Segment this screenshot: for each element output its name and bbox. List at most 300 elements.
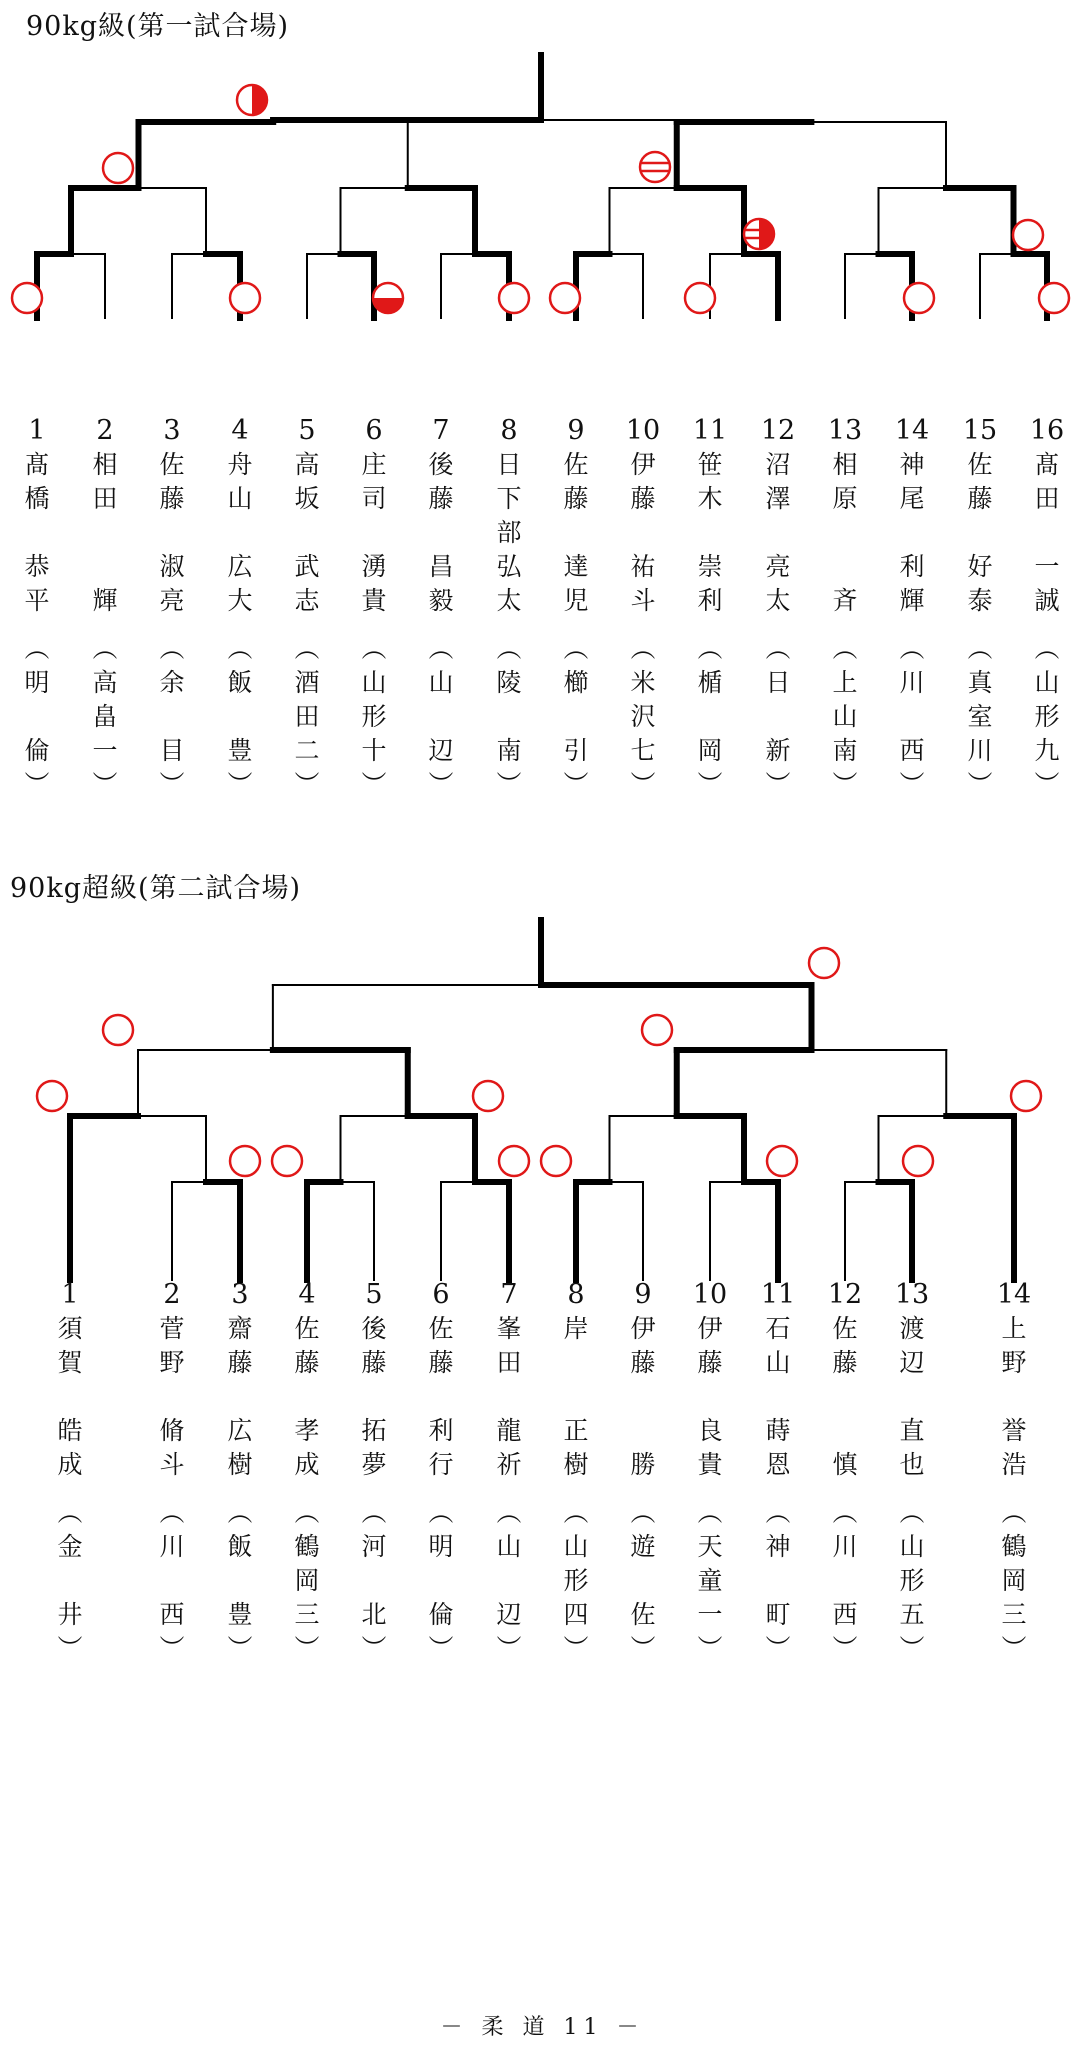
school-char: ︵: [697, 1498, 723, 1527]
school-char: 天: [697, 1532, 723, 1561]
seed-number: 10: [692, 1279, 728, 1310]
surname-char: 藤: [832, 1348, 858, 1377]
given-char: 湧: [361, 552, 387, 581]
school-char: 辺: [428, 736, 454, 765]
surname-char: [352, 1380, 396, 1414]
seed-number: 2: [163, 1279, 181, 1310]
surname-char: 佐: [159, 450, 185, 479]
seed-number: 7: [500, 1279, 518, 1310]
school-char: 金: [57, 1532, 83, 1561]
given-char: 武: [294, 552, 320, 581]
school-char: 米: [630, 668, 656, 697]
school-char: ︶: [361, 1634, 387, 1663]
given-char: 広: [227, 1416, 253, 1445]
school-char: 岡: [1001, 1566, 1027, 1595]
school-char: 畠: [92, 702, 118, 731]
school-char: 三: [294, 1600, 320, 1629]
surname-char: 伊: [630, 1314, 656, 1343]
school-char: ︶: [294, 1634, 320, 1663]
surname-char: [285, 1380, 329, 1414]
player-entry: [150, 1278, 194, 1666]
given-char: 利: [428, 1416, 454, 1445]
win-mark-plain: [230, 1146, 260, 1176]
given-char: 孝: [294, 1416, 320, 1445]
school-char: [756, 1564, 800, 1598]
given-char: 輝: [899, 586, 925, 615]
school-char: 山: [361, 668, 387, 697]
school-char: 目: [159, 736, 185, 765]
given-char: 淑: [159, 552, 185, 581]
school-char: 飯: [227, 1532, 253, 1561]
surname-char: 藤: [967, 484, 993, 513]
school-char: 四: [563, 1600, 589, 1629]
surname-char: 澤: [765, 484, 791, 513]
surname-char: [48, 1380, 92, 1414]
school-char: 真: [967, 668, 993, 697]
school-char: ︶: [428, 1634, 454, 1663]
school-char: ︶: [899, 770, 925, 799]
school-char: 鶴: [294, 1532, 320, 1561]
school-char: ︵: [496, 634, 522, 663]
school-char: [621, 1564, 665, 1598]
school-char: ︶: [832, 770, 858, 799]
school-char: 一: [92, 736, 118, 765]
surname-char: 原: [832, 484, 858, 513]
school-char: [150, 1564, 194, 1598]
school-char: 余: [159, 668, 185, 697]
surname-char: 佐: [832, 1314, 858, 1343]
given-char: 泰: [967, 586, 993, 615]
school-char: 南: [832, 736, 858, 765]
given-char: 毅: [428, 586, 454, 615]
school-char: 山: [496, 1532, 522, 1561]
school-char: 倫: [24, 736, 50, 765]
school-char: ︶: [227, 770, 253, 799]
surname-char: 藤: [697, 1348, 723, 1377]
school-char: ︵: [1034, 634, 1060, 663]
school-char: 明: [428, 1532, 454, 1561]
surname-char: 佐: [428, 1314, 454, 1343]
surname-char: 伊: [697, 1314, 723, 1343]
surname-char: 藤: [563, 484, 589, 513]
school-char: 倫: [428, 1600, 454, 1629]
surname-char: 賀: [57, 1348, 83, 1377]
school-char: ︵: [630, 634, 656, 663]
school-char: ︵: [967, 634, 993, 663]
school-char: ︵: [428, 634, 454, 663]
school-char: 引: [563, 736, 589, 765]
school-char: 北: [361, 1600, 387, 1629]
school-char: 田: [294, 702, 320, 731]
school-char: ︵: [832, 634, 858, 663]
school-char: ︵: [294, 1498, 320, 1527]
school-char: ︵: [563, 634, 589, 663]
surname-char: [150, 1380, 194, 1414]
given-char: 斉: [832, 586, 858, 615]
given-char: 也: [899, 1450, 925, 1479]
player-entry: [487, 1278, 531, 1666]
surname-char: 神: [899, 450, 925, 479]
surname-char: [487, 1380, 531, 1414]
surname-char: 田: [92, 484, 118, 513]
surname-char: 藤: [227, 1348, 253, 1377]
given-char: 太: [765, 586, 791, 615]
school-char: ︶: [159, 770, 185, 799]
school-char: 岡: [294, 1566, 320, 1595]
school-char: 飯: [227, 668, 253, 697]
school-char: ︵: [294, 634, 320, 663]
surname-char: [823, 1380, 867, 1414]
player-entry: [554, 1278, 598, 1666]
school-char: ︶: [697, 1634, 723, 1663]
school-char: 山: [832, 702, 858, 731]
win-mark-plain: [499, 1146, 529, 1176]
school-char: 沢: [630, 702, 656, 731]
surname-char: 沼: [765, 450, 791, 479]
seed-number: 8: [567, 1279, 585, 1310]
school-char: 西: [159, 1600, 185, 1629]
given-char: 亮: [159, 586, 185, 615]
given-char: 龍: [496, 1416, 522, 1445]
win-mark-plain: [809, 948, 839, 978]
seed-number: 6: [432, 1279, 450, 1310]
surname-char: 野: [159, 1348, 185, 1377]
seed-number: 6: [365, 415, 383, 446]
surname-char: 佐: [563, 450, 589, 479]
win-mark-plain: [103, 1015, 133, 1045]
player-entry: [218, 1278, 262, 1666]
school-char: 十: [361, 736, 387, 765]
given-char: 大: [227, 586, 253, 615]
given-char: 志: [294, 586, 320, 615]
surname-char: 舟: [227, 450, 253, 479]
school-char: 九: [1034, 736, 1060, 765]
school-char: 川: [967, 736, 993, 765]
given-char: 樹: [227, 1450, 253, 1479]
school-char: ︶: [765, 1634, 791, 1663]
given-char: [823, 1414, 867, 1448]
school-char: 形: [563, 1566, 589, 1595]
school-char: ︶: [1034, 770, 1060, 799]
seed-number: 3: [231, 1279, 249, 1310]
given-char: 皓: [57, 1416, 83, 1445]
given-char: 広: [227, 552, 253, 581]
surname-char: 坂: [294, 484, 320, 513]
surname-char: 後: [428, 450, 454, 479]
school-char: ︶: [899, 1634, 925, 1663]
seed-number: 5: [298, 415, 316, 446]
school-char: 一: [697, 1600, 723, 1629]
player-entry: [48, 1278, 92, 1666]
given-char: 蒔: [765, 1416, 791, 1445]
school-char: ︶: [967, 770, 993, 799]
school-char: ︵: [899, 634, 925, 663]
school-char: 河: [361, 1532, 387, 1561]
player-entry: [890, 1278, 934, 1666]
surname-char: 笹: [697, 450, 723, 479]
seed-number: 1: [61, 1279, 79, 1310]
given-char: 正: [563, 1416, 589, 1445]
given-char: 誉: [1001, 1416, 1027, 1445]
given-char: 平: [24, 586, 50, 615]
school-char: ︵: [1001, 1498, 1027, 1527]
school-char: ︶: [563, 1634, 589, 1663]
school-char: [352, 1564, 396, 1598]
school-char: 陵: [496, 668, 522, 697]
surname-char: 田: [1034, 484, 1060, 513]
given-char: 勝: [630, 1450, 656, 1479]
school-char: 童: [697, 1566, 723, 1595]
seed-number: 5: [365, 1279, 383, 1310]
seed-number: 14: [996, 1279, 1032, 1310]
given-char: 太: [496, 586, 522, 615]
school-char: ︵: [227, 634, 253, 663]
school-char: 山: [428, 668, 454, 697]
given-char: 利: [697, 586, 723, 615]
seed-number: 8: [500, 415, 518, 446]
seed-number: 4: [231, 415, 249, 446]
school-char: ︵: [899, 1498, 925, 1527]
school-char: 上: [832, 668, 858, 697]
given-char: 祐: [630, 552, 656, 581]
school-char: ︵: [92, 634, 118, 663]
surname-char: 伊: [630, 450, 656, 479]
surname-char: 菅: [159, 1314, 185, 1343]
surname-char: 下: [496, 484, 522, 513]
seed-number: 9: [634, 1279, 652, 1310]
given-char: 昌: [428, 552, 454, 581]
school-char: 形: [1034, 702, 1060, 731]
school-char: ︵: [832, 1498, 858, 1527]
school-char: 日: [765, 668, 791, 697]
player-entry: [285, 1278, 329, 1666]
given-char: 行: [428, 1450, 454, 1479]
school-char: 南: [496, 736, 522, 765]
given-char: 直: [899, 1416, 925, 1445]
school-char: 井: [57, 1600, 83, 1629]
surname-char: 庄: [361, 450, 387, 479]
school-char: ︶: [563, 770, 589, 799]
given-char: 成: [294, 1450, 320, 1479]
page-footer: － 柔 道 11 －: [440, 2015, 645, 2040]
given-char: 恭: [24, 552, 50, 581]
surname-char: 藤: [361, 1348, 387, 1377]
school-char: ︶: [428, 770, 454, 799]
seed-number: 11: [760, 1279, 796, 1310]
school-char: 山: [563, 1532, 589, 1561]
school-char: ︶: [92, 770, 118, 799]
player-entry: [756, 1278, 800, 1666]
school-char: ︵: [428, 1498, 454, 1527]
given-char: 浩: [1001, 1450, 1027, 1479]
win-mark-plain: [473, 1081, 503, 1111]
given-char: 輝: [92, 586, 118, 615]
given-char: 良: [697, 1416, 723, 1445]
school-char: 楯: [697, 668, 723, 697]
seed-number: 15: [962, 415, 998, 446]
seed-number: 2: [96, 415, 114, 446]
surname-char: 尾: [899, 484, 925, 513]
seed-number: 10: [625, 415, 661, 446]
school-char: 西: [899, 736, 925, 765]
surname-char: 齋: [227, 1314, 253, 1343]
win-mark-plain: [541, 1146, 571, 1176]
school-char: 山: [1034, 668, 1060, 697]
school-char: ︶: [24, 770, 50, 799]
surname-char: 相: [832, 450, 858, 479]
given-char: 児: [563, 586, 589, 615]
school-char: ︶: [159, 1634, 185, 1663]
given-char: 誠: [1034, 586, 1060, 615]
school-char: ︵: [697, 634, 723, 663]
player-entry: [688, 1278, 732, 1666]
surname-char: 石: [765, 1314, 791, 1343]
surname-char: 藤: [294, 1348, 320, 1377]
school-char: ︶: [294, 770, 320, 799]
given-char: 弘: [496, 552, 522, 581]
school-char: ︶: [496, 1634, 522, 1663]
school-char: ︵: [24, 634, 50, 663]
surname-char: [419, 1380, 463, 1414]
player-entry: [992, 1278, 1036, 1666]
surname-char: 峯: [496, 1314, 522, 1343]
surname-char: 木: [697, 484, 723, 513]
surname-char: [992, 1380, 1036, 1414]
surname-char: 髙: [1034, 450, 1060, 479]
seed-number: 1: [28, 415, 46, 446]
given-char: 亮: [765, 552, 791, 581]
surname-char: 司: [361, 484, 387, 513]
school-char: ︵: [496, 1498, 522, 1527]
seed-number: 16: [1029, 415, 1065, 446]
surname-char: 髙: [24, 450, 50, 479]
school-char: ︶: [765, 770, 791, 799]
school-char: ︵: [765, 634, 791, 663]
given-char: 達: [563, 552, 589, 581]
school-char: 櫛: [563, 668, 589, 697]
school-char: 佐: [630, 1600, 656, 1629]
player-entry: [419, 1278, 463, 1666]
surname-char: 渡: [899, 1314, 925, 1343]
given-char: 斗: [159, 1450, 185, 1479]
school-char: ︵: [159, 634, 185, 663]
seed-number: 11: [692, 415, 728, 446]
surname-char: 後: [361, 1314, 387, 1343]
win-mark-plain: [272, 1146, 302, 1176]
given-char: 利: [899, 552, 925, 581]
school-char: ︵: [57, 1498, 83, 1527]
school-char: 新: [765, 736, 791, 765]
school-char: 川: [832, 1532, 858, 1561]
school-char: ︶: [832, 1634, 858, 1663]
surname-char: 部: [496, 518, 522, 547]
school-char: ︵: [563, 1498, 589, 1527]
surname-char: 藤: [428, 1348, 454, 1377]
given-char: 祈: [496, 1450, 522, 1479]
surname-char: 佐: [294, 1314, 320, 1343]
surname-char: 山: [227, 484, 253, 513]
school-char: ︶: [227, 1634, 253, 1663]
win-mark-plain: [37, 1081, 67, 1111]
given-char: 樹: [563, 1450, 589, 1479]
bracket-2-title: 90kg超級(第二試合場): [10, 873, 302, 904]
school-char: 川: [159, 1532, 185, 1561]
surname-char: 藤: [159, 484, 185, 513]
seed-number: 9: [567, 415, 585, 446]
seed-number: 3: [163, 415, 181, 446]
school-char: 豊: [227, 1600, 253, 1629]
surname-char: 野: [1001, 1348, 1027, 1377]
surname-char: [890, 1380, 934, 1414]
given-char: 脩: [159, 1416, 185, 1445]
given-char: 一: [1034, 552, 1060, 581]
win-mark-plain: [1011, 1081, 1041, 1111]
school-char: 遊: [630, 1532, 656, 1561]
surname-char: [756, 1380, 800, 1414]
school-char: 川: [899, 668, 925, 697]
school-char: ︵: [159, 1498, 185, 1527]
seed-number: 4: [298, 1279, 316, 1310]
surname-char: 藤: [630, 1348, 656, 1377]
school-char: [823, 1564, 867, 1598]
player-entry: [823, 1278, 867, 1666]
school-char: 二: [294, 736, 320, 765]
given-char: 拓: [361, 1416, 387, 1445]
surname-char: 辺: [899, 1348, 925, 1377]
surname-char: [554, 1346, 598, 1380]
seed-number: 13: [827, 415, 863, 446]
school-char: ︶: [496, 770, 522, 799]
school-char: [48, 1564, 92, 1598]
player-entry: [621, 1278, 665, 1666]
seed-number: 14: [894, 415, 930, 446]
win-mark-plain: [642, 1015, 672, 1045]
player-entry: [352, 1278, 396, 1666]
surname-char: 高: [294, 450, 320, 479]
school-char: 町: [765, 1600, 791, 1629]
school-char: 七: [630, 736, 656, 765]
surname-char: 藤: [630, 484, 656, 513]
school-char: ︶: [57, 1634, 83, 1663]
surname-char: 相: [92, 450, 118, 479]
school-char: 五: [899, 1600, 925, 1629]
school-char: [419, 1564, 463, 1598]
surname-char: [218, 1380, 262, 1414]
seed-number: 12: [760, 415, 796, 446]
school-char: ︶: [361, 770, 387, 799]
win-mark-plain: [903, 1146, 933, 1176]
surname-char: [688, 1380, 732, 1414]
surname-char: 日: [496, 450, 522, 479]
given-char: 好: [967, 552, 993, 581]
given-char: 崇: [697, 552, 723, 581]
school-char: ︵: [765, 1498, 791, 1527]
school-char: ︶: [630, 1634, 656, 1663]
school-char: 三: [1001, 1600, 1027, 1629]
surname-char: [554, 1380, 598, 1414]
school-char: [487, 1564, 531, 1598]
school-char: 形: [899, 1566, 925, 1595]
school-char: 豊: [227, 736, 253, 765]
school-char: ︶: [630, 770, 656, 799]
bracket-1-title: 90kg級(第一試合場): [26, 11, 290, 42]
school-char: 明: [24, 668, 50, 697]
school-char: ︵: [361, 1498, 387, 1527]
surname-char: 山: [765, 1348, 791, 1377]
school-char: ︵: [361, 634, 387, 663]
given-char: 成: [57, 1450, 83, 1479]
school-char: 室: [967, 702, 993, 731]
